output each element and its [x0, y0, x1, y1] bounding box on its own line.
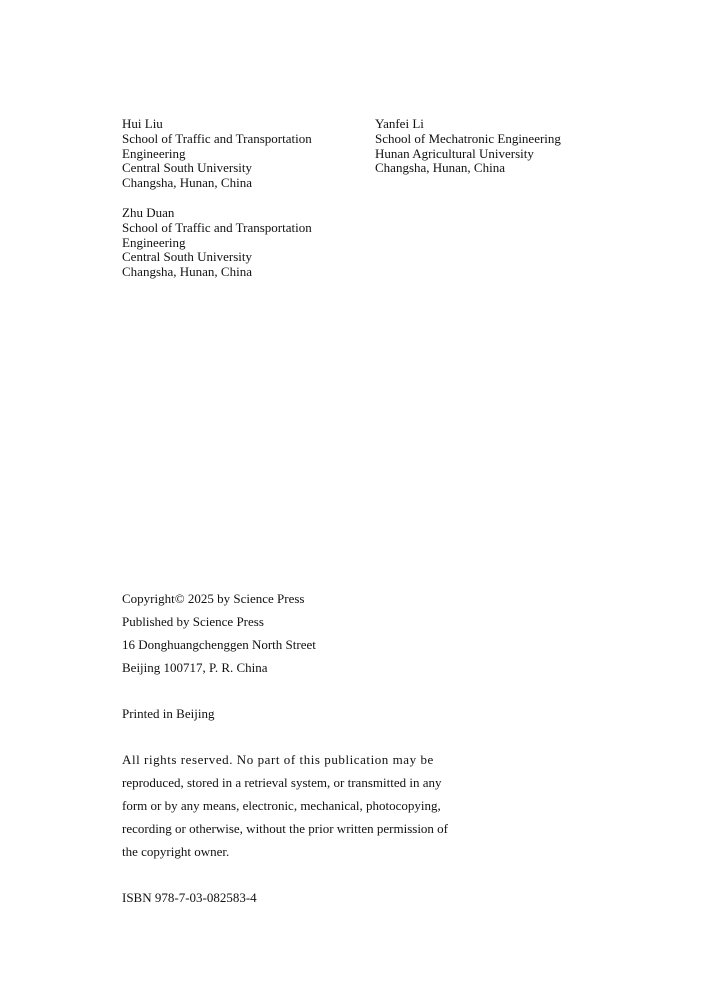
printed-in-line: Printed in Beijing: [122, 706, 215, 721]
author-name: Zhu Duan: [122, 205, 175, 220]
author-block-zhu-duan: [122, 206, 312, 280]
spacer: [122, 725, 462, 748]
spacer: [122, 679, 462, 702]
affiliation-line: Changsha, Hunan, China: [375, 160, 505, 176]
author-block-hui-liu: [122, 117, 312, 191]
affiliation-line: Central South University: [122, 249, 252, 265]
affiliation-line: Central South University: [122, 160, 252, 176]
affiliation-line: School of Mechatronic Engineering: [375, 130, 561, 146]
affiliation-line: Changsha, Hunan, China: [122, 264, 252, 280]
rights-line: recording or otherwise, without the prior written permission of: [122, 821, 449, 836]
affiliation-line: School of Traffic and Transportation: [122, 130, 312, 146]
rights-line: All rights reserved. No part of this publication may be: [122, 752, 434, 767]
affiliation-line: Engineering: [122, 234, 186, 250]
rights-line: reproduced, stored in a retrieval system, or transmitted in any: [122, 775, 442, 790]
copyright-line: Copyright© 2025 by Science Press: [122, 591, 305, 606]
spacer: [122, 863, 462, 886]
publisher-line: Published by Science Press: [122, 614, 264, 629]
rights-line: form or by any means, electronic, mechanical, photocopying,: [122, 798, 441, 813]
rights-line: the copyright owner.: [122, 844, 230, 859]
author-block-yanfei-li: [375, 117, 561, 176]
affiliation-line: Hunan Agricultural University: [375, 145, 534, 161]
author-name: Hui Liu: [122, 116, 163, 131]
author-name: Yanfei Li: [375, 116, 424, 131]
affiliation-line: Engineering: [122, 145, 186, 161]
address-line: Beijing 100717, P. R. China: [122, 660, 268, 675]
copyright-section: [122, 587, 462, 909]
isbn-line: ISBN 978-7-03-082583-4: [122, 890, 257, 905]
affiliation-line: Changsha, Hunan, China: [122, 175, 252, 191]
address-line: 16 Donghuangchenggen North Street: [122, 637, 316, 652]
affiliation-line: School of Traffic and Transportation: [122, 219, 312, 235]
